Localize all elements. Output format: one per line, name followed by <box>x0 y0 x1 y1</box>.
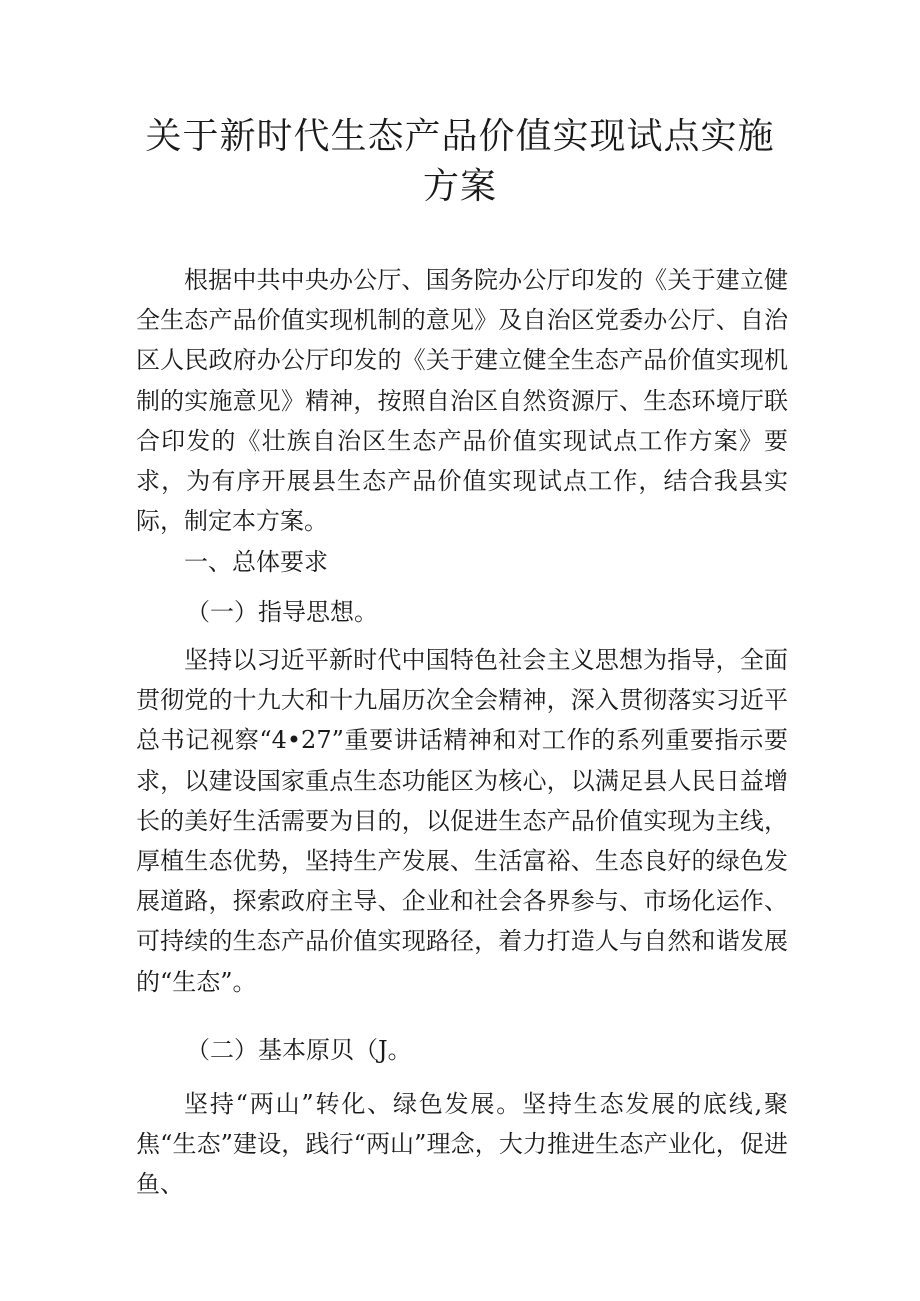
section-heading-general-requirements: 一、总体要求 <box>184 548 328 576</box>
subsection-heading-basic-principles: （二）基本原贝（J。 <box>186 1036 412 1064</box>
guiding-ideology-paragraph: 坚持以习近平新时代中国特色社会主义思想为指导，全面贯彻党的十九大和十九届历次全会精神，深入贯彻落实习近平总书记视察“4•27”重要讲话精神和对工作的系列重要指示要求，以建设国家重点生态功能区为核心，以满足县人民日益增长的美好生活需要为目的，以促进生态产品价值实现为主线，厚植生态优势，坚持生产发展、生活富裕、生态良好的绿色发展道路，探索政府主导、企业和社会各界参与、市场化运作、可持续的生态产品价值实现路径，着力打造人与自然和谐发展的“生态”。 <box>136 646 788 996</box>
intro-paragraph: 根据中共中央办公厅、国务院办公厅印发的《关于建立健全生态产品价值实现机制的意见》及自治区党委办公厅、自治区人民政府办公厅印发的《关于建立健全生态产品价值实现机制的实施意见》精神，按照自治区自然资源厅、生态环境厅联合印发的《壮族自治区生态产品价值实现试点工作方案》要求，为有序开展县生态产品价值实现试点工作，结合我县实际，制定本方案。 <box>136 266 788 536</box>
document-title: 关于新时代生态产品价值实现试点实施方案 <box>145 116 775 207</box>
subsection-heading-guiding-ideology: （一）指导思想。 <box>186 598 378 626</box>
basic-principles-paragraph: 坚持“两山”转化、绿色发展。坚持生态发展的底线,聚焦“生态”建设，践行“两山”理念，大力推进生态产业化，促进鱼、 <box>136 1090 788 1199</box>
